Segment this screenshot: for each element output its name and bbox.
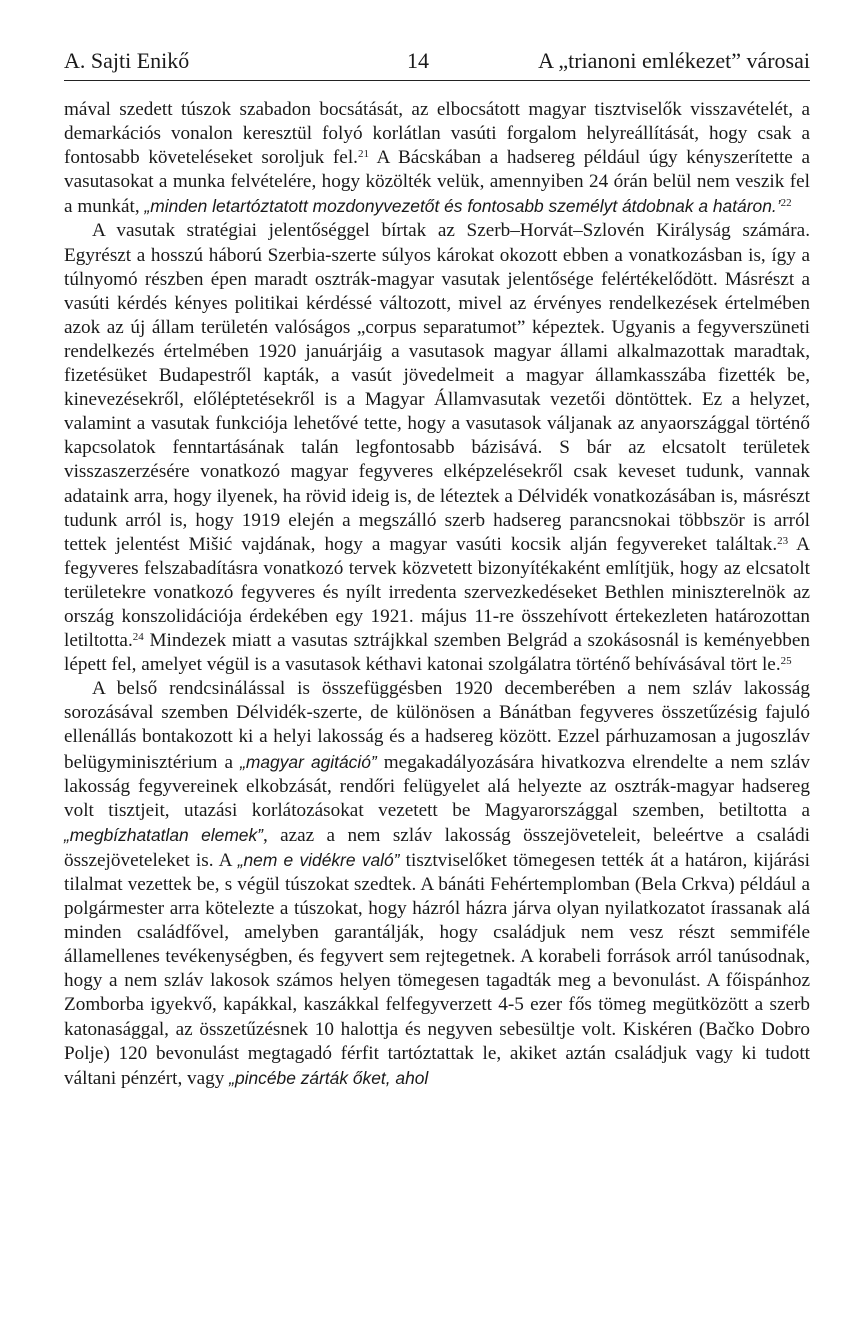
header-rule (64, 80, 810, 81)
quote: „nem e vidékre való” (237, 849, 400, 870)
footnote-ref: 21 (357, 148, 369, 161)
header-author: A. Sajti Enikő (64, 48, 190, 73)
footnote-ref: 23 (777, 534, 789, 547)
paragraph-3: A belső rendcsinálással is összefüggésben 1920 decemberében a nem szláv lakosság sorozásával szemben Délvidék-szerte, de különösen a Bánátban fegyveres összetűzésig fajuló ellenállás bontakozott ki a helyi lakosság és a hadsereg között. Ezzel párhuzamosan a jugoszláv belügyminisztérium a „magyar agitáció” megakadályozására hivatkozva elrendelte a nem szláv lakosság fegyvereinek elkobzását, rendőri felügyelet alá helyezte az osztrák-magyar hadsereg volt tisztjeit, utazási korlátozásokat vezetett be Magyarországgal szemben, betiltotta a „megbízhatatlan elemek”, azaz a nem szláv lakosság összejöveteleit, beleértve a családi összejöveteleket is. A „nem e vidékre való” tisztviselőket tömegesen tették át a határon, kijárási tilalmat vezettek be, s végül túszokat szedtek. A bánáti Fehértemplomban (Bela Crkva) például a polgármester arra kötelezte a túszokat, hogy házról házra járva olyan nyilatkozatot írassanak alá minden családfővel, amelyben garantálják, hogy családjuk nem vesz részt semmiféle államellenes tevékenységben, és fegyvert sem rejtegetnek. A korabeli források arról tanúsodnak, hogy a nem szláv lakosok számos helyen tömegesen tagadták meg a bevonulást. A főispánhoz Zomborba igyekvő, kapákkal, kaszákkal felfegyverzett 4-5 ezer fős tömeg megütközött a szerb katonasággal, az összetűzésnek 10 halottja és negyven sebesültje volt. Kiskéren (Bačko Dobro Polje) 120 bevonulást megtagadó férfit tartóztattak le, akiket aztán családjuk vagy ki tudott váltani pénzért, vagy „pincébe zárták őket, ahol (64, 678, 811, 1089)
footnote-ref: 22 (780, 197, 792, 210)
quote: „minden letartóztatott mozdonyvezetőt és fontosabb személyt átdobnak a határon.’ (144, 196, 781, 217)
page-number: 14 (407, 48, 429, 73)
paragraph-1: mával szedett túszok szabadon bocsátását, az elbocsátott magyar tisztviselők visszavételét, a demarkációs vonalon keresztül folyó korlátlan vasúti forgalom helyreállítását, hogy csak a fontosabb követeléseket soroljuk fel.$^{21}$ A Bácskában a hadsereg például úgy kényszerítette a vasutasokat a munka felvételére, hogy közölték velük, amennyiben 24 órán belül nem veszik fel a munkát, „minden letartóztatott mozdonyvezetőt és fontosabb személyt átdobnak a határon.’$^{22}$ (64, 99, 810, 218)
header-book-title: A „trianoni emlékezet” városai (538, 48, 810, 73)
body-text (64, 98, 810, 1091)
quote: „magyar agitáció” (240, 751, 377, 772)
running-header (64, 46, 810, 76)
quote: „megbízhatatlan elemek” (64, 824, 263, 845)
footnote-ref: 25 (780, 655, 792, 668)
paragraph-2: A vasutak stratégiai jelentőséggel bírtak az Szerb–Horvát–Szlovén Királyság számára. Egyrészt a hosszú háború Szerbia-szerte súlyos károkat okozott ebben a vonatkozásban is, így a túlnyomó részben épen maradt osztrák-magyar vasutak jelentősége felértékelődött. Másrészt a vasúti kérdés kényes politikai kérdéssé változott, mivel az érvényes rendelkezések értelmében azok az új állam területén valóságos „corpus separatumot” képeztek. Ugyanis a fegyverszüneti rendelkezés értelmében 1920 januárjáig a vasutasok magyar állami alkalmazottak maradtak, fizetésüket Budapestről kapták, a vasút jövedelmeit a magyar államkasszába fizették be, kinevezésekről, előléptetésekről is a Magyar Államvasutak vezetői döntöttek. Ez a helyzet, valamint a vasutak funkciója lehetővé tette, hogy a vasutasok váljanak az anyaországgal történő kapcsolatok fenntartásának talán legfontosabb bázisává. S bár az elcsatolt területek visszaszerzésére vonatkozó magyar fegyveres elképzelésekről csak keveset tudunk, vannak adataink arra, hogy ilyenek, ha rövid ideig is, de léteztek a Délvidék vonatkozásában is, másrészt tudunk arról is, hogy 1919 elején a megszálló szerb hadsereg parancsnokai többször is arról tettek jelentést Mišić vajdának, hogy a magyar vasúti kocsik alján fegyvereket találtak.$^{23}$ A fegyveres felszabadításra vonatkozó tervek közvetett bizonyítékaként említjük, hogy az elcsatolt területekre vonatkozó fegyveres és nyílt irredenta szervezkedéseket Bethlen miniszterelnök az ország konszolidációja érdekében egy 1921. május 11-re összehívott értekezleten határozottan letiltotta.$^{24}$ Mindezek miatt a vasutas sztrájkkal szemben Belgrád a szokásosnál is keményebben lépett fel, amelyet végül is a vasutasok kéthavi katonai szolgálatra történő behívásával tört le.$^{25}$ (64, 220, 810, 676)
footnote-ref: 24 (132, 631, 144, 644)
quote: „pincébe zárták őket, ahol (229, 1067, 429, 1088)
